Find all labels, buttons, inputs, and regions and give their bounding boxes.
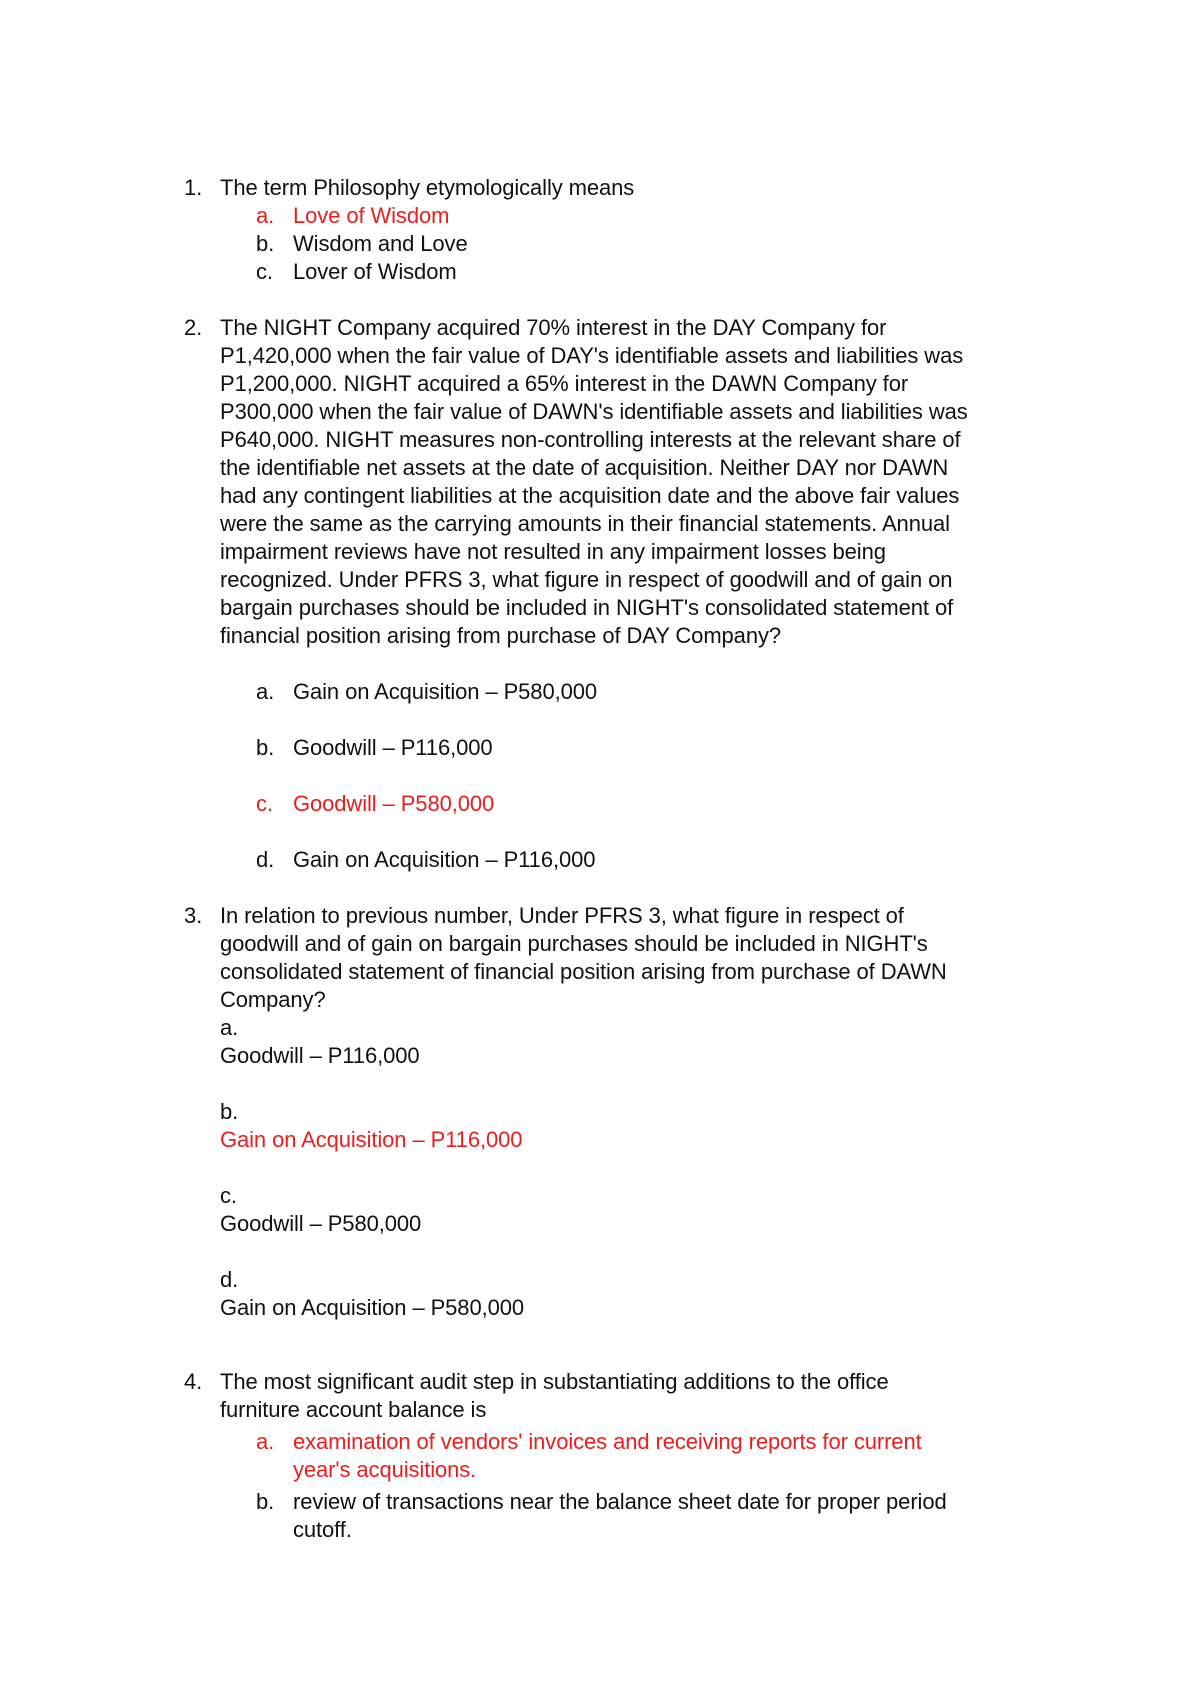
option-text: Gain on Acquisition – P580,000 <box>293 679 598 704</box>
question-number: 1. <box>184 175 203 200</box>
option-label: b. <box>256 231 275 256</box>
option-label: b. <box>220 1099 239 1124</box>
option-text: Gain on Acquisition – P116,000 <box>293 847 596 872</box>
question-text: The term Philosophy etymologically means <box>220 175 635 200</box>
option-text-correct: Goodwill – P580,000 <box>293 791 495 816</box>
option-text: Goodwill – P116,000 <box>293 735 493 760</box>
question-text-line: In relation to previous number, Under PFRS 3, what figure in respect of <box>220 903 904 928</box>
question-text-line: impairment reviews have not resulted in any impairment losses being <box>220 539 886 564</box>
question-text-line: were the same as the carrying amounts in their financial statements. Annual <box>220 511 950 536</box>
option-text: Goodwill – P116,000 <box>220 1043 420 1068</box>
question-number: 2. <box>184 315 203 340</box>
option-label: c. <box>220 1183 237 1208</box>
question-text-line: bargain purchases should be included in NIGHT's consolidated statement of <box>220 595 954 620</box>
option-text: review of transactions near the balance sheet date for proper period <box>293 1489 947 1514</box>
option-text: cutoff. <box>293 1517 352 1542</box>
question-text-line: Company? <box>220 987 326 1012</box>
option-label: b. <box>256 1489 275 1514</box>
question-text-line: financial position arising from purchase of DAY Company? <box>220 623 781 648</box>
option-text: Goodwill – P580,000 <box>220 1211 422 1236</box>
option-text: Gain on Acquisition – P580,000 <box>220 1295 525 1320</box>
option-label: b. <box>256 735 275 760</box>
option-label: a. <box>220 1015 239 1040</box>
question-text-line: recognized. Under PFRS 3, what figure in respect of goodwill and of gain on <box>220 567 953 592</box>
question-text-line: furniture account balance is <box>220 1397 487 1422</box>
option-text-correct: year's acquisitions. <box>293 1457 477 1482</box>
question-text-line: consolidated statement of financial position arising from purchase of DAWN <box>220 959 947 984</box>
question-text-line: P1,420,000 when the fair value of DAY's identifiable assets and liabilities was <box>220 343 964 368</box>
option-label: d. <box>256 847 275 872</box>
question-text-line: The NIGHT Company acquired 70% interest in the DAY Company for <box>220 315 887 340</box>
question-number: 4. <box>184 1369 203 1394</box>
question-text-line: The most significant audit step in substantiating additions to the office <box>220 1369 889 1394</box>
question-text-line: P300,000 when the fair value of DAWN's identifiable assets and liabilities was <box>220 399 968 424</box>
option-text-correct: Gain on Acquisition – P116,000 <box>220 1127 523 1152</box>
option-text: Lover of Wisdom <box>293 259 457 284</box>
option-label: c. <box>256 791 273 816</box>
option-label: a. <box>256 679 275 704</box>
option-label: c. <box>256 259 273 284</box>
question-text-line: the identifiable net assets at the date of acquisition. Neither DAY nor DAWN <box>220 455 949 480</box>
question-text-line: had any contingent liabilities at the acquisition date and the above fair values <box>220 483 960 508</box>
question-text-line: goodwill and of gain on bargain purchases should be included in NIGHT's <box>220 931 928 956</box>
option-label: a. <box>256 1429 275 1454</box>
option-label: d. <box>220 1267 239 1292</box>
question-text-line: P1,200,000. NIGHT acquired a 65% interest in the DAWN Company for <box>220 371 909 396</box>
option-text: Wisdom and Love <box>293 231 468 256</box>
option-text-correct: examination of vendors' invoices and receiving reports for current <box>293 1429 922 1454</box>
option-label: a. <box>256 203 275 228</box>
option-text-correct: Love of Wisdom <box>293 203 450 228</box>
question-text-line: P640,000. NIGHT measures non-controlling interests at the relevant share of <box>220 427 961 452</box>
question-number: 3. <box>184 903 203 928</box>
